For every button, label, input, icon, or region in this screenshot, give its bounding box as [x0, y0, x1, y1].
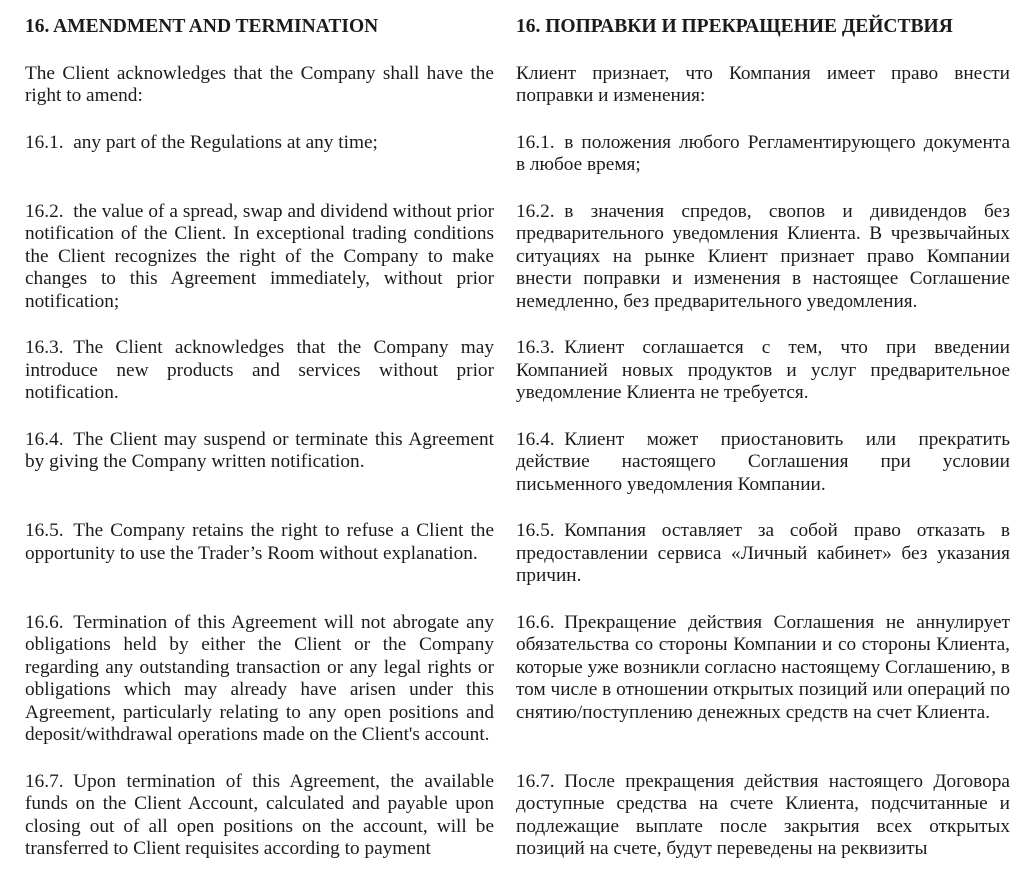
paragraph-16-6-en: 16.6. Termination of this Agreement will not abrogate any obligations held by either the Client or the Company regarding any outstanding transaction or any legal rights or obligations which may already have arisen under this Agreement, particularly relating to any open positions and deposit/withdrawal operations made on the Client's account. — [25, 611, 494, 745]
paragraph-16-4-ru: 16.4. Клиент может приостановить или прекратить действие настоящего Соглашения при условии письменного уведомления Компании. — [516, 428, 1010, 495]
paragraph-16-3-ru: 16.3. Клиент соглашается с тем, что при введении Компанией новых продуктов и услуг предварительное уведомление Клиента не требуется. — [516, 337, 1010, 403]
paragraph-16-2-ru: 16.2. в значения спредов, свопов и дивидендов без предварительного уведомления Клиента. В чрезвычайных ситуациях на рынке Клиент признает право Компании внести поправки и изменения в настоящее Соглашение немедленно, без предварительного уведомления. — [516, 200, 1010, 312]
section-heading-en: 16. AMENDMENT AND TERMINATION — [25, 16, 379, 37]
paragraph-16-7-en: 16.7. Upon termination of this Agreement, the available funds on the Client Account, calculated and payable upon closing out of all open positions on the account, will be transferred to Client requisites according to payment — [25, 770, 494, 859]
paragraph-intro-en: The Client acknowledges that the Company shall have the right to amend: — [25, 62, 494, 106]
paragraph-16-4-en: 16.4. The Client may suspend or terminate this Agreement by giving the Company written notification. — [25, 428, 494, 472]
paragraph-intro-ru: Клиент признает, что Компания имеет право внести поправки и изменения: — [516, 62, 1010, 106]
paragraph-16-1-ru: 16.1. в положения любого Регламентирующего документа в любое время; — [516, 131, 1010, 175]
paragraph-16-3-en: 16.3. The Client acknowledges that the Company may introduce new products and services without prior notification. — [25, 337, 494, 403]
paragraph-16-6-ru: 16.6. Прекращение действия Соглашения не аннулирует обязательства со стороны Компании и со стороны Клиента, которые уже возникли согласно настоящему Соглашению, в том числе в отношении открытых позиций или операций по снятию/поступлению денежных средств на счет Клиента. — [516, 611, 1010, 723]
section-heading-ru: 16. ПОПРАВКИ И ПРЕКРАЩЕНИЕ ДЕЙСТВИЯ — [516, 16, 953, 37]
paragraph-16-7-ru: 16.7. После прекращения действия настоящего Договора доступные средства на счете Клиента, подсчитанные и подлежащие выплате после закрытия всех открытых позиций на счете, будут переведены на реквизиты — [516, 770, 1010, 859]
paragraph-16-1-en: 16.1. any part of the Regulations at any time; — [25, 131, 378, 153]
paragraph-16-5-en: 16.5. The Company retains the right to refuse a Client the opportunity to use the Trader’s Room without explanation. — [25, 520, 494, 564]
paragraph-16-5-ru: 16.5. Компания оставляет за собой право отказать в предоставлении сервиса «Личный кабинет» без указания причин. — [516, 520, 1010, 586]
paragraph-16-2-en: 16.2. the value of a spread, swap and dividend without prior notification of the Client. In exceptional trading conditions the Client recognizes the right of the Company to make changes to this Agreement immediately, without prior notification; — [25, 200, 494, 312]
